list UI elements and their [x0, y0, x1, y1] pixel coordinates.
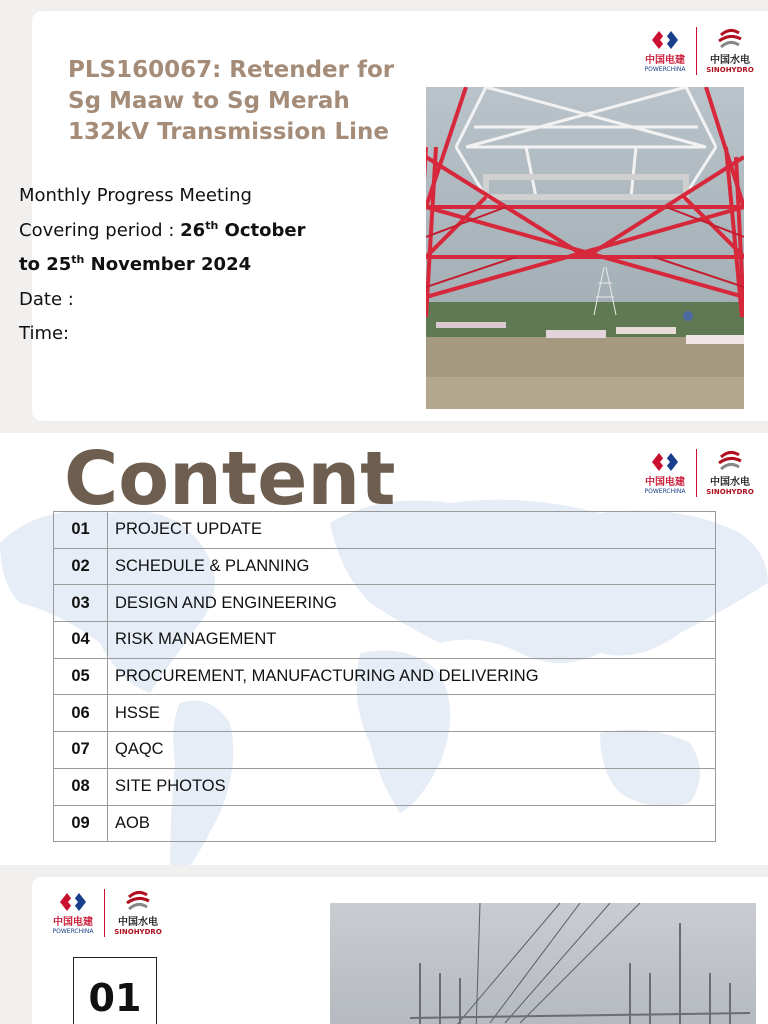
sinohydro-en: SINOHYDRO — [706, 66, 754, 74]
period-start-day: 26 — [180, 219, 206, 241]
item-label: HSSE — [108, 695, 716, 732]
covering-period-end — [19, 254, 305, 289]
table-row — [54, 512, 716, 549]
sinohydro-logo — [707, 449, 753, 496]
content-slide — [0, 433, 768, 865]
table-row — [54, 732, 716, 769]
table-row — [54, 805, 716, 842]
period-end-suffix: th — [71, 253, 85, 266]
period-end-rest: November 2024 — [84, 254, 252, 275]
title-line-3: 132kV Transmission Line — [68, 119, 390, 145]
item-number: 09 — [54, 805, 108, 842]
period-label: Covering period : — [19, 219, 181, 241]
powerchina-zh: 中国电建 — [645, 477, 685, 488]
table-row — [54, 695, 716, 732]
sinohydro-zh: 中国水电 — [710, 477, 750, 488]
sinohydro-zh: 中国水电 — [118, 917, 158, 928]
period-to: to 25 — [19, 254, 72, 275]
powerchina-en: POWERCHINA — [644, 66, 686, 73]
powerchina-icon — [648, 27, 682, 53]
powerchina-logo — [640, 449, 690, 495]
sinohydro-logo — [707, 27, 753, 74]
table-of-contents — [53, 511, 716, 842]
sinohydro-logo — [115, 889, 161, 936]
table-row — [54, 585, 716, 622]
item-number: 01 — [54, 512, 108, 549]
logo-divider — [104, 889, 105, 937]
sinohydro-icon — [715, 27, 745, 53]
powerchina-en: POWERCHINA — [52, 928, 94, 935]
item-number: 03 — [54, 585, 108, 622]
table-row — [54, 768, 716, 805]
sinohydro-icon — [715, 449, 745, 475]
title-slide — [19, 11, 768, 421]
table-row — [54, 548, 716, 585]
sinohydro-icon — [123, 889, 153, 915]
company-logos — [640, 27, 753, 75]
covering-period — [19, 220, 305, 255]
powerchina-zh: 中国电建 — [53, 917, 93, 928]
title-line-1: PLS160067: Retender for — [68, 57, 395, 83]
sinohydro-zh: 中国水电 — [710, 55, 750, 66]
project-title — [68, 55, 448, 148]
sinohydro-en: SINOHYDRO — [706, 488, 754, 496]
table-row — [54, 658, 716, 695]
item-label: DESIGN AND ENGINEERING — [108, 585, 716, 622]
company-logos — [48, 889, 161, 937]
item-label: SITE PHOTOS — [108, 768, 716, 805]
item-number: 05 — [54, 658, 108, 695]
powerchina-logo — [640, 27, 690, 73]
section-slide — [32, 877, 768, 1024]
section-number: 01 — [88, 976, 142, 1020]
item-label: PROCUREMENT, MANUFACTURING AND DELIVERING — [108, 658, 716, 695]
date-label: Date : — [19, 288, 74, 310]
time-label: Time: — [19, 323, 70, 344]
period-start-month: October — [218, 219, 306, 241]
transmission-tower-photo — [426, 87, 744, 409]
item-number: 08 — [54, 768, 108, 805]
logo-divider — [696, 449, 697, 497]
content-heading: Content — [64, 436, 396, 522]
item-label: QAQC — [108, 732, 716, 769]
site-scaffolding-photo — [330, 903, 756, 1024]
company-logos — [640, 449, 753, 497]
powerchina-icon — [56, 889, 90, 915]
powerchina-en: POWERCHINA — [644, 488, 686, 495]
powerchina-zh: 中国电建 — [645, 55, 685, 66]
meeting-name: Monthly Progress Meeting — [19, 185, 252, 206]
meeting-info — [19, 185, 305, 358]
item-number: 04 — [54, 622, 108, 659]
item-number: 07 — [54, 732, 108, 769]
item-number: 06 — [54, 695, 108, 732]
title-line-2: Sg Maaw to Sg Merah — [68, 88, 350, 114]
table-row — [54, 622, 716, 659]
sinohydro-en: SINOHYDRO — [114, 928, 162, 936]
powerchina-icon — [648, 449, 682, 475]
logo-divider — [696, 27, 697, 75]
item-label: SCHEDULE & PLANNING — [108, 548, 716, 585]
section-number-box — [73, 957, 157, 1024]
powerchina-logo — [48, 889, 98, 935]
item-label: AOB — [108, 805, 716, 842]
period-start-suffix: th — [205, 218, 219, 232]
item-number: 02 — [54, 548, 108, 585]
item-label: RISK MANAGEMENT — [108, 622, 716, 659]
item-label: PROJECT UPDATE — [108, 512, 716, 549]
